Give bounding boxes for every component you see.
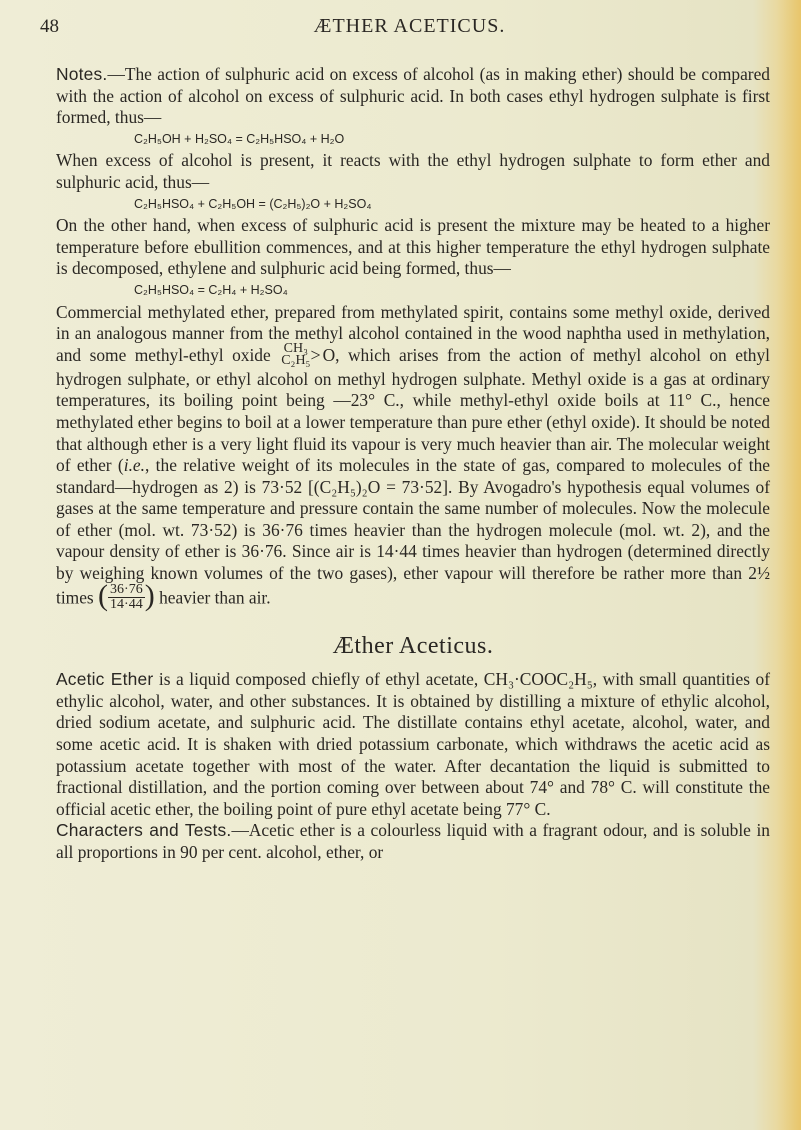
acetic-ether-paragraph: Acetic Ether is a liquid composed chiefly of ethyl acetate, CH₃·COOC₂H₅, with small quantities of ethylic alcohol, water, and other substances. It is obtained by distilling a mixture of ethylic alcohol, dried sodium acetate, and sulphuric acid. The distillate contains ethyl acetate, alcohol, water, and some acetic acid. It is shaken with dried potassium carbonate, which withdraws the acetic acid as potassium acetate together with most of the water. After decantation the liquid is submitted to fractional distillation, and the portion coming over between about 74° and 78° C. will constitute the official acetic ether, the boiling point of pure ethyl acetate being 77° C.: [56, 669, 771, 819]
notes-paragraph-4: Commercial methylated ether, prepared from methylated spirit, contains some methyl oxide, derived in an analogous manner from the methyl alcohol contained in the wood naphtha used in methylation, and some methyl-ethyl oxide CH₃ C₂H₅ > O, which arises from the action of methyl alcohol on ethyl hydrogen sulphate, or ethyl alcohol on methyl hydrogen sulphate. Methyl oxide is a gas at ordinary temperatures, its boiling point being —23° C., while methyl-ethyl oxide boils at 11° C., hence methylated ether begins to boil at a lower temperature than pure ether (ethyl oxide). It should be noted that although ether is a very light fluid its vapour is very much heavier than air. The molecular weight of ether (i.e., the relative weight of its molecules in the state of gas, compared to molecules of the standard—hydrogen as 2) is 73·52 [(C₂H₅)₂O = 73·52]. By Avogadro's hypothesis equal volumes of gases at the same temperature and pressure contain the same number of molecules. Now the molecule of ether (mol. wt. 73·52) is 36·76 times heavier than the hydrogen molecule (mol. wt. 2), and the vapour density of ether is 36·76. Since air is 14·44 times heavier than hydrogen (determined directly by weighing known volumes of the two gases), ether vapour will therefore be rather more than 2½ times ( $\frac{36\cdot 76}{14\cdot 44}$ ) heavier than air.: [56, 301, 771, 613]
acetic-ether-label: Acetic Ether: [56, 669, 154, 690]
characters-paragraph: Characters and Tests.—Acetic ether is a colourless liquid with a fragrant odour, and is soluble in all proportions in 90 per cent. alcohol, ether, or: [56, 820, 770, 862]
notes-paragraph-1: Notes.—The action of sulphuric acid on excess of alcohol (as in making ether) should be compared with the action of alcohol on excess of sulphuric acid. In both cases ethyl hydrogen sulphate is first formed, thus—: [56, 64, 770, 128]
notes-paragraph-2: When excess of alcohol is present, it reacts with the ethyl hydrogen sulphate to form ether and sulphuric acid, thus—: [56, 150, 770, 192]
page-body: [56, 64, 770, 864]
notes-label: Notes.: [56, 64, 108, 84]
section-title: Æther Aceticus.: [332, 632, 494, 659]
page-number: 48: [40, 16, 59, 37]
methyl-ethyl-formula: CH₃ C₂H₅ >: [281, 340, 321, 368]
page-header: [40, 10, 779, 46]
equation-1: C₂H₅OH + H₂SO₄ = C₂H₅HSO₄ + H₂O: [134, 131, 345, 146]
characters-label: Characters and Tests.: [56, 820, 232, 841]
equation-3: C₂H₅HSO₄ = C₂H₄ + H₂SO₄: [134, 282, 288, 297]
notes-paragraph-3: On the other hand, when excess of sulphuric acid is present the mixture may be heated to a higher temperature before ebullition commences, and at this higher temperature the ethyl hydrogen sulphate is decomposed, ethylene and sulphuric acid being formed, thus—: [56, 215, 770, 279]
density-fraction: $\frac{36\cdot 76}{14\cdot 44}$: [110, 581, 143, 612]
running-title: ÆTHER ACETICUS.: [313, 15, 506, 37]
equation-2: C₂H₅HSO₄ + C₂H₅OH = (C₂H₅)₂O + H₂SO₄: [134, 196, 372, 211]
